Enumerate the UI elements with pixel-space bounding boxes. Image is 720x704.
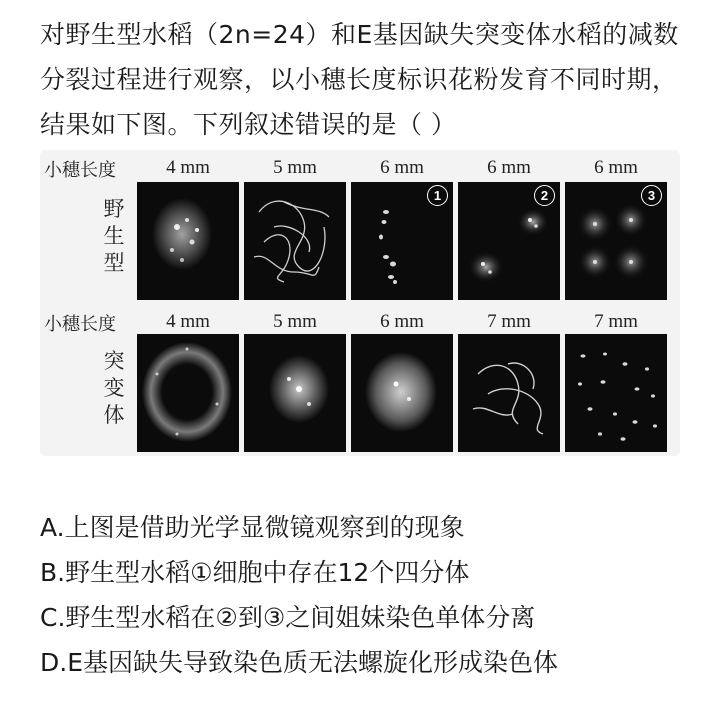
option-c[interactable]: C.野生型水稻在②到③之间姐妹染色单体分离	[40, 603, 536, 632]
length-label: 6 mm	[594, 157, 638, 178]
micrograph-wild-4mm	[137, 182, 239, 300]
micrograph-mutant-6mm	[351, 334, 453, 452]
micrograph-figure	[40, 150, 680, 456]
micrograph-mutant-7mm-1	[458, 334, 560, 452]
row-label-wild: 小穗长度	[44, 160, 116, 181]
micrograph-wild-5mm	[244, 182, 346, 300]
option-b[interactable]: B.野生型水稻①细胞中存在12个四分体	[40, 558, 470, 587]
length-label: 6 mm	[380, 157, 424, 178]
micrograph-mutant-5mm	[244, 334, 346, 452]
micrograph-mutant-4mm	[137, 334, 239, 452]
circled-number-3: 3	[641, 185, 662, 206]
side-char: 突	[103, 349, 125, 373]
length-label: 7 mm	[594, 311, 638, 332]
length-label: 6 mm	[487, 157, 531, 178]
length-label: 7 mm	[487, 311, 531, 332]
side-label-wild	[94, 196, 134, 277]
circled-number-1: 1	[427, 185, 448, 206]
side-char: 体	[103, 403, 125, 427]
answer-options	[40, 505, 700, 685]
row-label-mutant: 小穗长度	[44, 314, 116, 335]
length-label: 5 mm	[273, 311, 317, 332]
option-d[interactable]: D.E基因缺失导致染色质无法螺旋化形成染色体	[40, 648, 558, 677]
side-char: 生	[103, 224, 125, 248]
length-label: 4 mm	[166, 157, 210, 178]
question-stem: 对野生型水稻（2n=24）和E基因缺失突变体水稻的减数分裂过程进行观察，以小穗长度标识花粉发育不同时期，结果如下图。下列叙述错误的是（ ）	[40, 20, 679, 139]
micrograph-wild-6mm-3	[565, 182, 667, 300]
micrograph-wild-6mm-2	[458, 182, 560, 300]
circled-number-2: 2	[534, 185, 555, 206]
side-label-mutant	[94, 348, 134, 429]
length-label: 6 mm	[380, 311, 424, 332]
option-a[interactable]: A.上图是借助光学显微镜观察到的现象	[40, 513, 465, 542]
side-char: 型	[103, 251, 125, 275]
length-label: 5 mm	[273, 157, 317, 178]
micrograph-wild-6mm-1	[351, 182, 453, 300]
side-char: 野	[103, 197, 125, 221]
length-label: 4 mm	[166, 311, 210, 332]
side-char: 变	[103, 376, 125, 400]
micrograph-mutant-7mm-2	[565, 334, 667, 452]
